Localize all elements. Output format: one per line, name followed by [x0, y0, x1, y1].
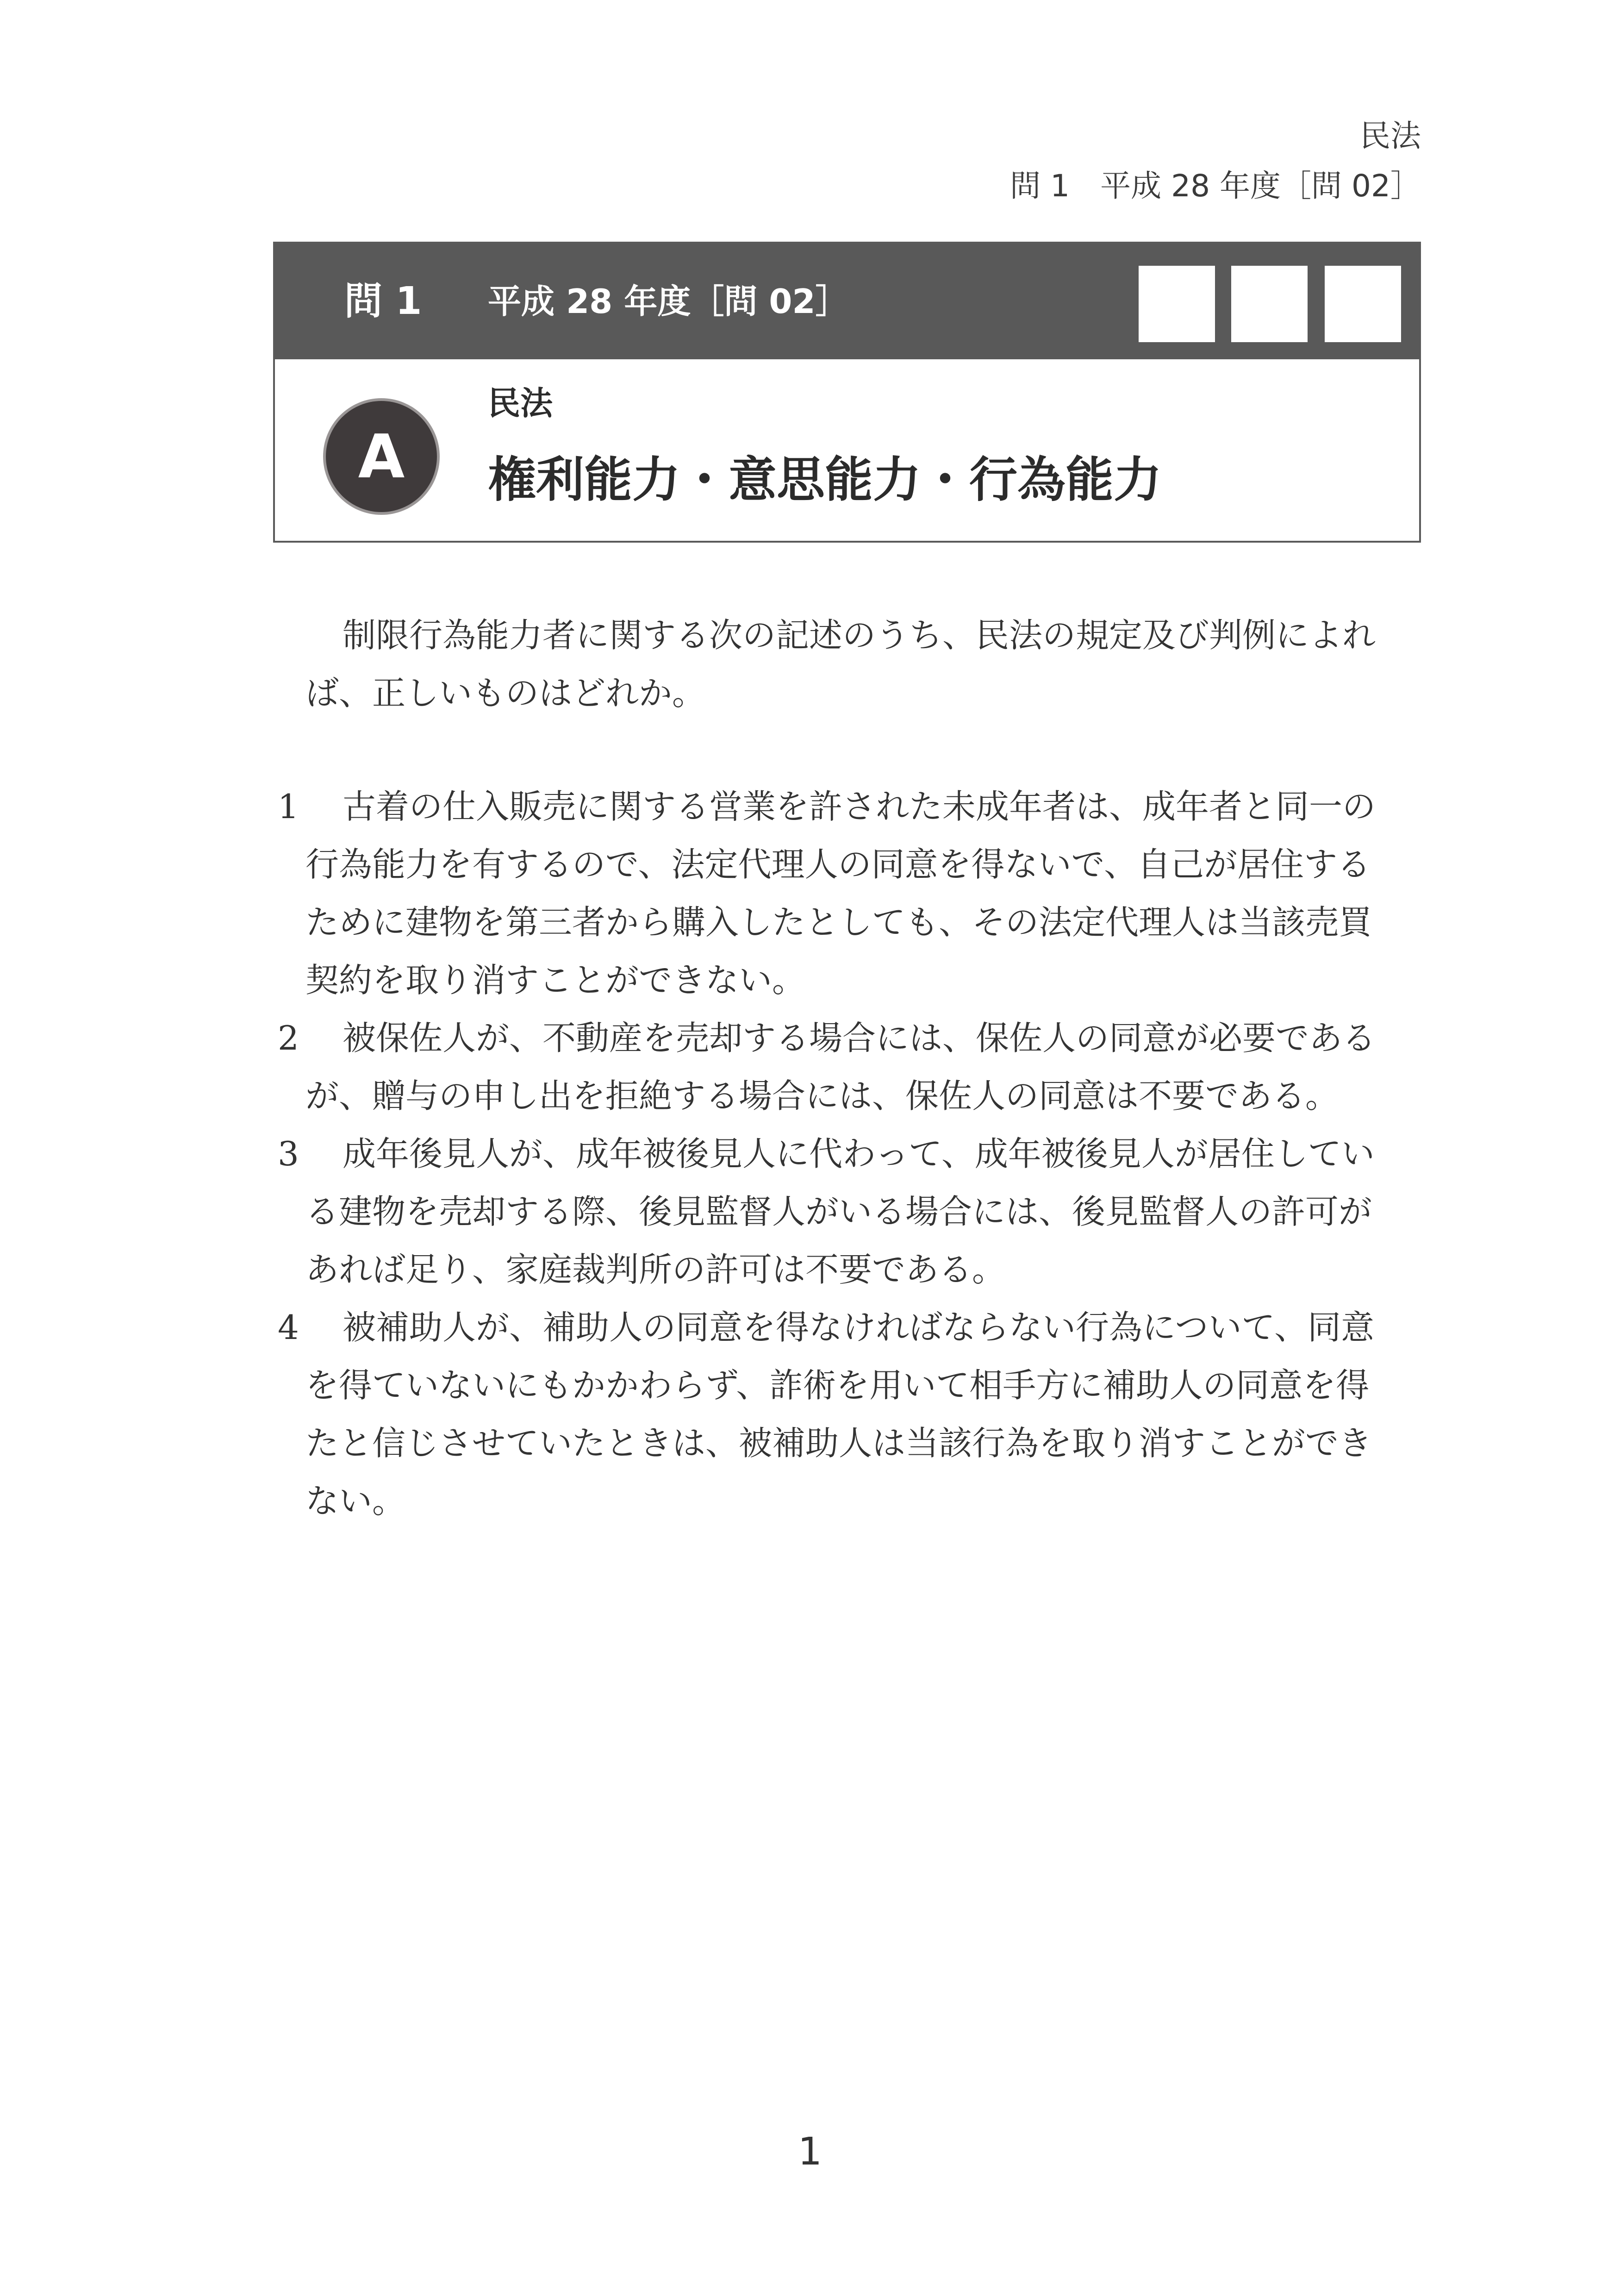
option-line: が、贈与の申し出を拒絶する場合には、保佐人の同意は不要である。 — [305, 1076, 1339, 1115]
running-head-question-ref: 問 1 平成 28 年度［問 02］ — [1010, 168, 1421, 204]
stem-line: ば、正しいものはどれか。 — [305, 674, 706, 713]
option-line: る建物を売却する際、後見監督人がいる場合には、後見監督人の許可が — [305, 1192, 1372, 1231]
check-box-2[interactable] — [1231, 266, 1308, 342]
question-topic: 権利能力・意思能力・行為能力 — [488, 451, 1162, 508]
option-line: たと信じさせていたときは、被補助人は当該行為を取り消すことができ — [305, 1424, 1372, 1463]
option-line: 古着の仕入販売に関する営業を許された未成年者は、成年者と同一の — [343, 787, 1376, 826]
rank-badge: A — [326, 401, 437, 512]
question-year: 平成 28 年度［問 02］ — [488, 282, 849, 321]
running-head — [1010, 111, 1421, 211]
option-line: ない。 — [305, 1482, 406, 1520]
option-number: 3 — [278, 1134, 299, 1173]
answer-options — [278, 778, 1421, 1530]
option-line: を得ていないにもかかわらず、詐術を用いて相手方に補助人の同意を得 — [305, 1366, 1370, 1405]
question-subject: 民法 — [488, 384, 553, 422]
option-number: 4 — [278, 1308, 299, 1347]
question-stem — [305, 607, 1421, 722]
running-head-subject: 民法 — [1360, 118, 1421, 154]
option-line: あれば足り、家庭裁判所の許可は不要である。 — [305, 1250, 1006, 1289]
option-line: ために建物を第三者から購入したとしても、その法定代理人は当該売買 — [305, 903, 1372, 942]
check-box-3[interactable] — [1325, 266, 1401, 342]
option-line: 被補助人が、補助人の同意を得なければならない行為について、同意 — [343, 1308, 1375, 1347]
option-number: 2 — [278, 1019, 299, 1057]
option-line: 契約を取り消すことができない。 — [305, 961, 806, 1000]
option-line: 行為能力を有するので、法定代理人の同意を得ないで、自己が居住する — [305, 845, 1371, 884]
check-box-1[interactable] — [1139, 266, 1215, 342]
page-number: 1 — [798, 2130, 822, 2174]
stem-line: 制限行為能力者に関する次の記述のうち、民法の規定及び判例によれ — [343, 616, 1376, 655]
question-box — [273, 242, 1421, 543]
option-line: 被保佐人が、不動産を売却する場合には、保佐人の同意が必要である — [343, 1019, 1376, 1057]
option-4 — [278, 1299, 1421, 1530]
option-1 — [278, 778, 1421, 1009]
question-header — [275, 244, 1419, 359]
option-3 — [278, 1125, 1421, 1299]
question-number: 問 1 — [344, 279, 422, 323]
option-2 — [278, 1009, 1421, 1125]
option-line: 成年後見人が、成年被後見人に代わって、成年被後見人が居住してい — [343, 1134, 1375, 1173]
option-number: 1 — [278, 787, 299, 826]
